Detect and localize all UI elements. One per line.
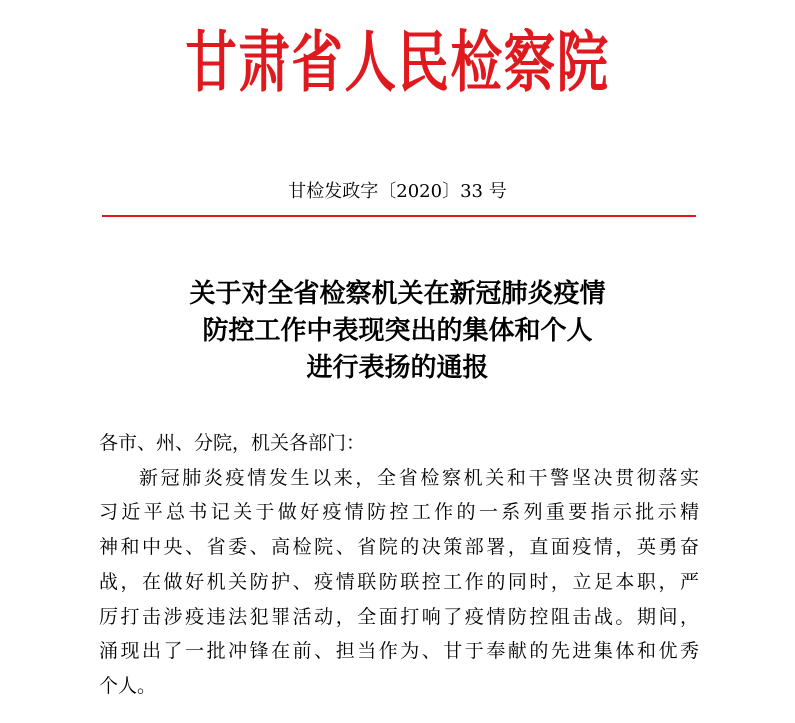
salutation: 各市、州、分院，机关各部门：: [99, 432, 366, 454]
body-text: [99, 426, 699, 704]
paragraph-line: 习近平总书记关于做好疫情防控工作的一系列重要指示批示精: [99, 501, 699, 524]
notice-title: [0, 276, 795, 387]
paragraph-line: 厉打击涉疫违法犯罪活动，全面打响了疫情防控阻击战。期间，: [99, 605, 699, 628]
masthead-title: 甘肃省人民检察院: [185, 23, 610, 101]
paragraph-line: 个人。: [99, 674, 157, 697]
title-line: 防控工作中表现突出的集体和个人: [202, 316, 593, 346]
paragraph-line: 涌现出了一批冲锋在前、担当作为、甘于奉献的先进集体和优秀: [99, 640, 699, 663]
title-line: 进行表扬的通报: [306, 353, 489, 383]
paragraph-line: 战，在做好机关防护、疫情联防联控工作的同时，立足本职，严: [99, 570, 699, 593]
paragraph-line: 新冠肺炎疫情发生以来，全省检察机关和干警坚决贯彻落实: [139, 466, 699, 489]
red-divider-rule: [102, 215, 696, 217]
document-number: 甘检发政字〔2020〕33 号: [288, 181, 507, 202]
title-line: 关于对全省检察机关在新冠肺炎疫情: [189, 279, 606, 309]
paragraph-line: 神和中央、省委、高检院、省院的决策部署，直面疫情，英勇奋: [99, 536, 699, 559]
